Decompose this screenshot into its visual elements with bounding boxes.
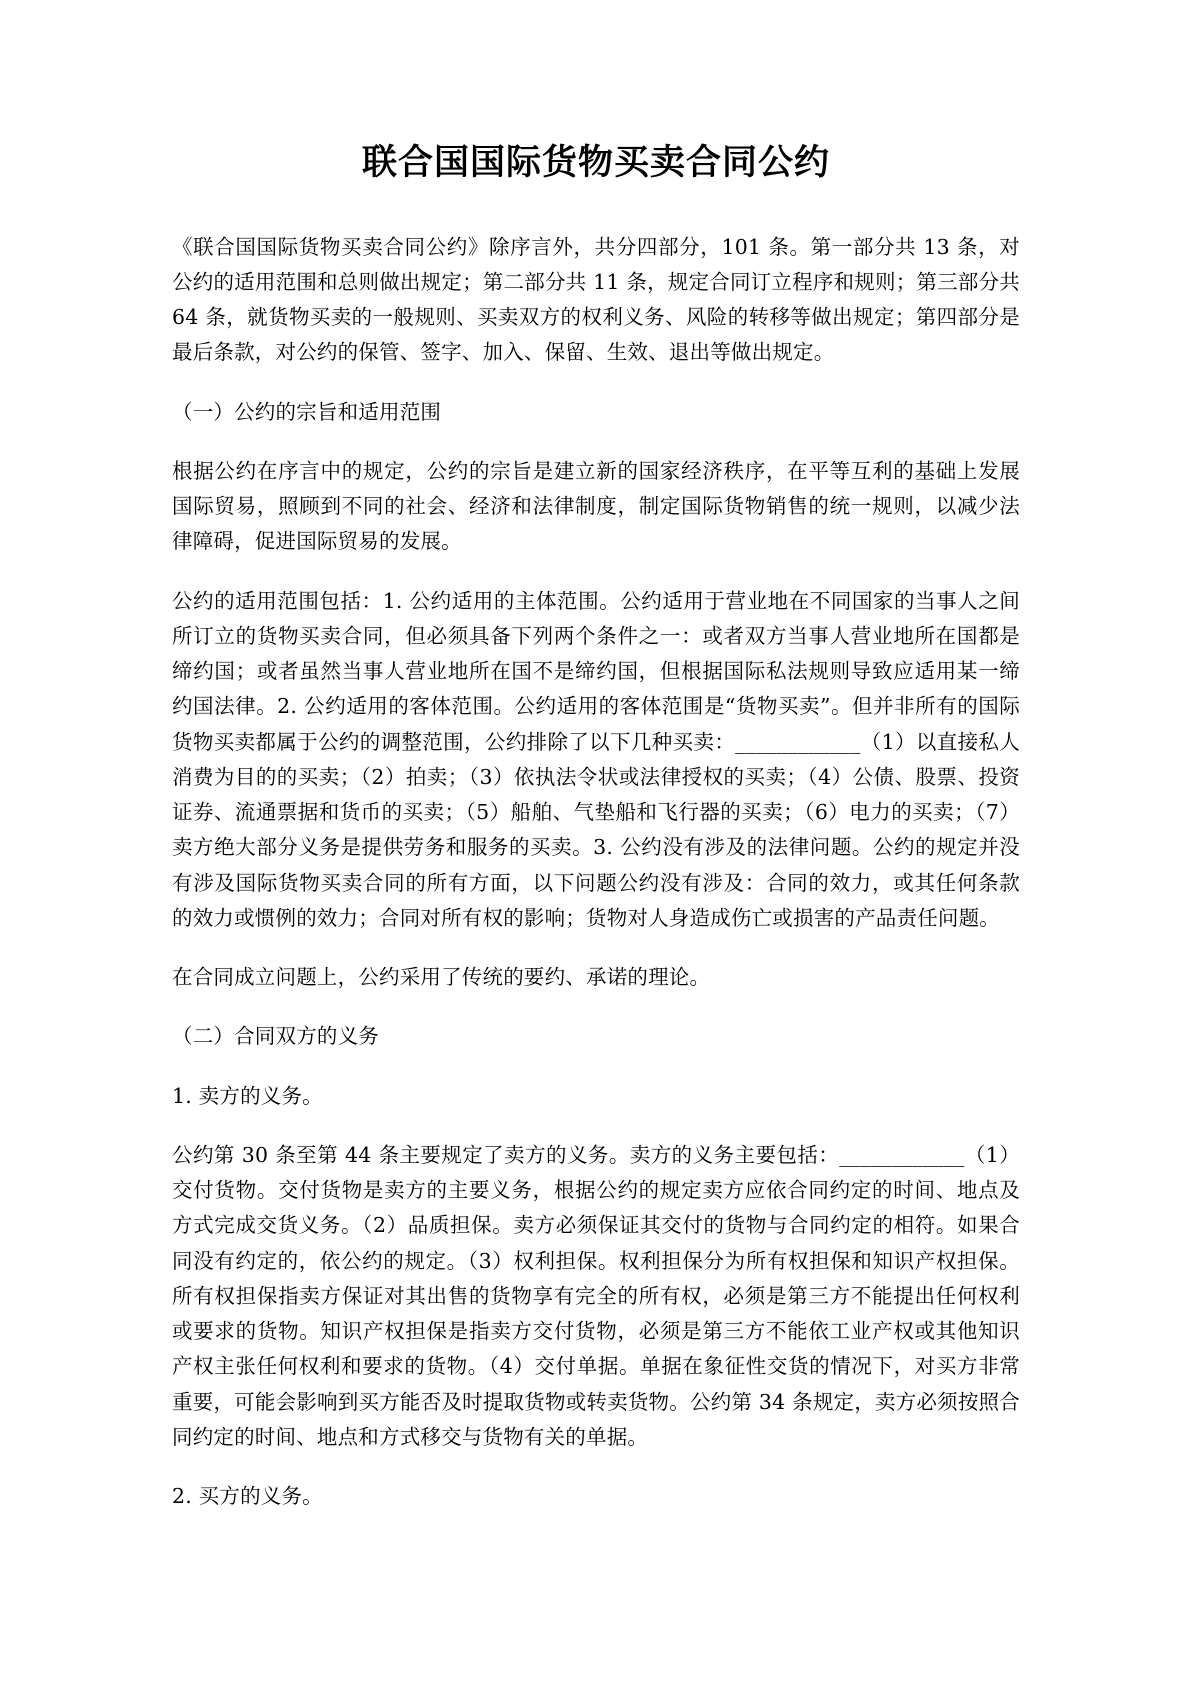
paragraph-section-one-heading: （一）公约的宗旨和适用范围 (172, 399, 442, 424)
paragraph-section-two-heading: （二）合同双方的义务 (172, 1024, 379, 1049)
paragraph-scope: 公约的适用范围包括：1. 公约适用的主体范围。公约适用于营业地在不同国家的当事人之间所订立的货物买卖合同，但必须具备下列两个条件之一：或者双方当事人营业地所在国都是缔约国；或者虽然当事人营业地所在国不是缔约国，但根据国际私法规则导致应适用某一缔约国法律。2. 公约适用的客体范围。公约适用的客体范围是“货物买卖”。但并非所有的国际货物买卖都属于公约的调整范围，公约排除了以下几种买卖：____________（1）以直接私人消费为目的的买卖；（2）拍卖；（3）依执法令状或法律授权的买卖；（4）公债、股票、投资证券、流通票据和货币的买卖；（5）船舶、气垫船和飞行器的买卖；（6）电力的买卖；（7）卖方绝大部分义务是提供劳务和服务的买卖。3. 公约没有涉及的法律问题。公约的规定并没有涉及国际货物买卖合同的所有方面，以下问题公约没有涉及：合同的效力，或其任何条款的效力或惯例的效力；合同对所有权的影响；货物对人身造成伤亡或损害的产品责任问题。 (172, 588, 1020, 930)
paragraph-formation: 在合同成立问题上，公约采用了传统的要约、承诺的理论。 (172, 965, 711, 989)
paragraph-seller-heading: 1. 卖方的义务。 (172, 1083, 323, 1108)
paragraph-seller-body: 公约第 30 条至第 44 条主要规定了卖方的义务。卖方的义务主要包括：____________（1）交付货物。交付货物是卖方的主要义务，根据公约的规定卖方应依合同约定的时间、地点及方式完成交货义务。（2）品质担保。卖方必须保证其交付的货物与合同约定的相符。如果合同没有约定的，依公约的规定。（3）权利担保。权利担保分为所有权担保和知识产权担保。所有权担保指卖方保证对其出售的货物享有完全的所有权，必须是第三方不能提出任何权利或要求的货物。知识产权担保是指卖方交付货物，必须是第三方不能依工业产权或其他知识产权主张任何权利和要求的货物。（4）交付单据。单据在象征性交货的情况下，对买方非常重要，可能会影响到买方能否及时提取货物或转卖货物。公约第 34 条规定，卖方必须按照合同约定的时间、地点和方式移交与货物有关的单据。 (172, 1142, 1020, 1449)
paragraph-intro: 《联合国国际货物买卖合同公约》除序言外，共分四部分，101 条。第一部分共 13 条，对公约的适用范围和总则做出规定；第二部分共 11 条，规定合同订立程序和规则；第三部分共 64 条，就货物买卖的一般规则、买卖双方的权利义务、风险的转移等做出规定；第四部分是最后条款，对公约的保管、签字、加入、保留、生效、退出等做出规定。 (172, 234, 1020, 365)
paragraph-purpose: 根据公约在序言中的规定，公约的宗旨是建立新的国家经济秩序，在平等互利的基础上发展国际贸易，照顾到不同的社会、经济和法律制度，制定国际货物销售的统一规则，以减少法律障碍，促进国际贸易的发展。 (172, 458, 1020, 554)
paragraph-buyer-heading: 2. 买方的义务。 (172, 1484, 323, 1508)
page-title: 联合国国际货物买卖合同公约 (361, 142, 830, 183)
